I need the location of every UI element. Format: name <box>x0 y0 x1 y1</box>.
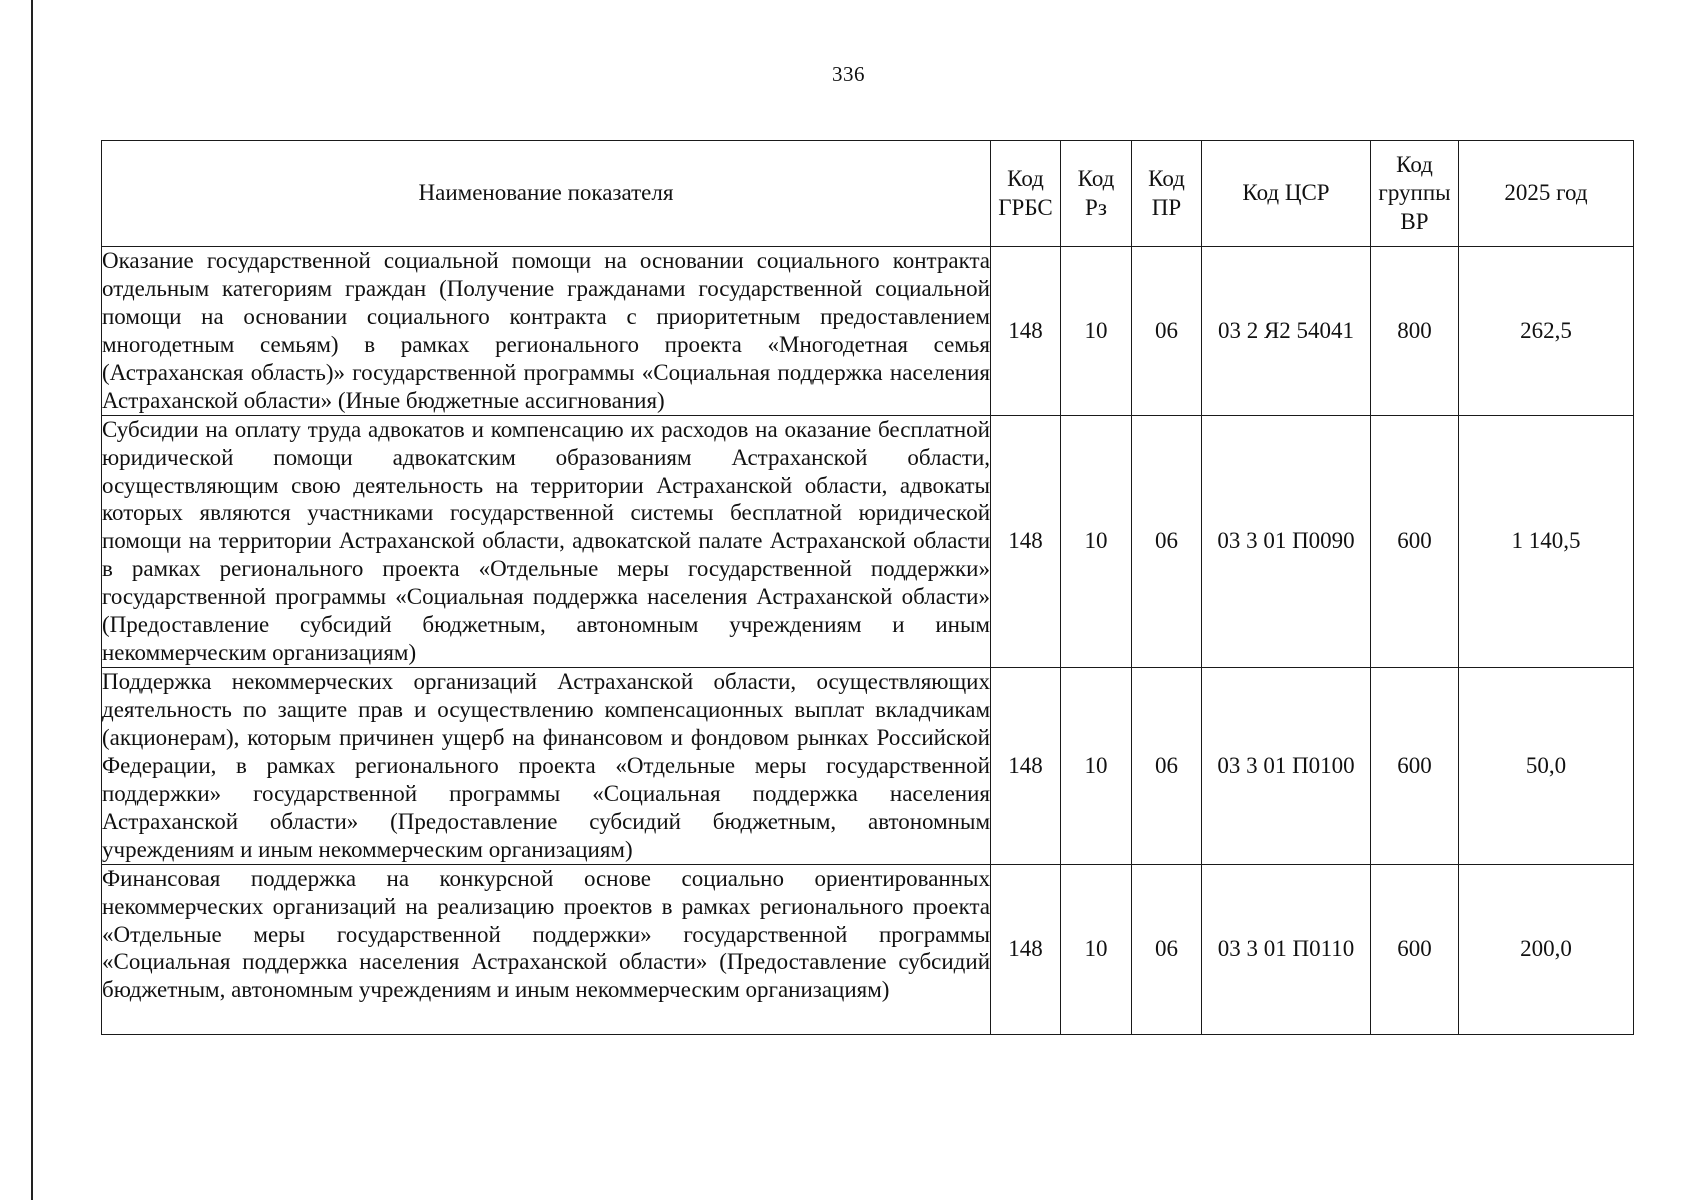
row-grbs: 148 <box>991 415 1061 667</box>
row-grbs: 148 <box>991 247 1061 416</box>
row-rz: 10 <box>1061 864 1132 1034</box>
header-rz: Код Рз <box>1061 141 1132 247</box>
table-header-row <box>102 141 1634 247</box>
row-vr: 600 <box>1371 668 1459 865</box>
row-amount: 1 140,5 <box>1459 415 1634 667</box>
table-row <box>102 415 1634 667</box>
row-csr: 03 2 Я2 54041 <box>1202 247 1371 416</box>
row-vr: 600 <box>1371 864 1459 1034</box>
header-year: 2025 год <box>1459 141 1634 247</box>
row-pr: 06 <box>1132 247 1202 416</box>
row-pr: 06 <box>1132 668 1202 865</box>
row-grbs: 148 <box>991 668 1061 865</box>
table-row <box>102 247 1634 416</box>
row-vr: 800 <box>1371 247 1459 416</box>
header-pr: Код ПР <box>1132 141 1202 247</box>
header-name: Наименование показателя <box>102 141 991 247</box>
row-csr: 03 3 01 П0090 <box>1202 415 1371 667</box>
row-csr: 03 3 01 П0110 <box>1202 864 1371 1034</box>
row-amount: 262,5 <box>1459 247 1634 416</box>
row-csr: 03 3 01 П0100 <box>1202 668 1371 865</box>
row-rz: 10 <box>1061 668 1132 865</box>
row-rz: 10 <box>1061 415 1132 667</box>
page-number: 336 <box>832 62 865 86</box>
table-row <box>102 668 1634 865</box>
header-grbs: Код ГРБС <box>991 141 1061 247</box>
header-vr: Код группы ВР <box>1371 141 1459 247</box>
row-rz: 10 <box>1061 247 1132 416</box>
row-vr: 600 <box>1371 415 1459 667</box>
row-amount: 50,0 <box>1459 668 1634 865</box>
row-name: Поддержка некоммерческих организаций Астраханской области, осуществляющих деятельность по защите прав и осуществлению компенсационных выплат вкладчикам (акционерам), которым причинен ущерб на финансовом и фондовом рынках Российской Федерации, в рамках регионального проекта «Отдельные меры государственной поддержки» государственной программы «Социальная поддержка населения Астраханской области» (Предоставление субсидий бюджетным, автономным учреждениям и иным некоммерческим организациям) <box>102 668 991 865</box>
row-name: Оказание государственной социальной помощи на основании социального контракта отдельным категориям граждан (Получение гражданами государственной социальной помощи на основании социального контракта с приоритетным предоставлением многодетным семьям) в рамках регионального проекта «Многодетная семья (Астраханская область)» государственной программы «Социальная поддержка населения Астраханской области» (Иные бюджетные ассигнования) <box>102 247 991 416</box>
budget-table <box>101 140 1634 1035</box>
table-row <box>102 864 1634 1034</box>
header-csr: Код ЦСР <box>1202 141 1371 247</box>
row-pr: 06 <box>1132 415 1202 667</box>
row-name: Субсидии на оплату труда адвокатов и компенсацию их расходов на оказание бесплатной юридической помощи адвокатским образованиям Астраханской области, осуществляющим свою деятельность на территории Астраханской области, адвокаты которых являются участниками государственной системы бесплатной юридической помощи на территории Астраханской области, адвокатской палате Астраханской области в рамках регионального проекта «Отдельные меры государственной поддержки» государственной программы «Социальная поддержка населения Астраханской области» (Предоставление субсидий бюджетным, автономным учреждениям и иным некоммерческим организациям) <box>102 415 991 667</box>
row-amount: 200,0 <box>1459 864 1634 1034</box>
row-grbs: 148 <box>991 864 1061 1034</box>
row-pr: 06 <box>1132 864 1202 1034</box>
row-name: Финансовая поддержка на конкурсной основе социально ориентированных некоммерческих организаций на реализацию проектов в рамках регионального проекта «Отдельные меры государственной поддержки» государственной программы «Социальная поддержка населения Астраханской области» (Предоставление субсидий бюджетным, автономным учреждениям и иным некоммерческим организациям) <box>102 864 991 1034</box>
binding-margin-line <box>31 0 33 1200</box>
